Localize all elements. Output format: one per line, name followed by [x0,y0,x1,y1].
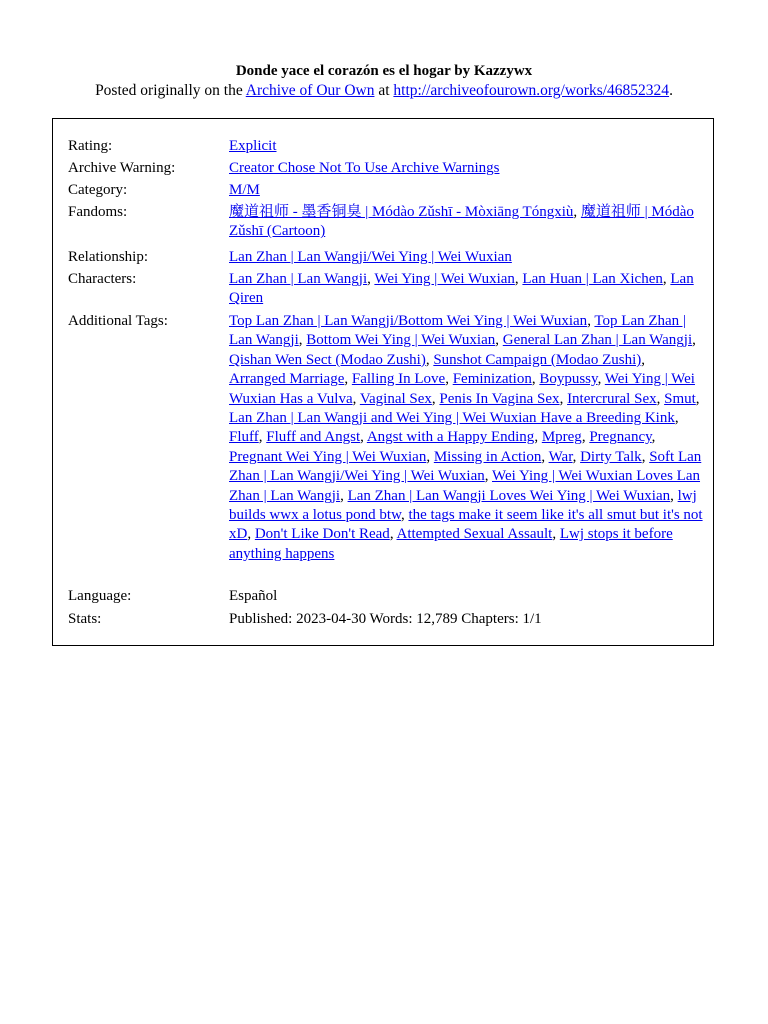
tag-link[interactable]: War [548,448,573,465]
fandoms-values [229,203,703,242]
posted-suffix: . [669,82,673,99]
posted-prefix: Posted originally on the [95,82,246,99]
posted-line [0,81,768,100]
tag-separator: , [400,507,409,524]
tag-separator: , [344,371,352,388]
tag-separator: , [534,429,542,446]
tag-link[interactable]: Pregnancy [589,429,652,446]
stats-label: Stats: [68,611,102,627]
tag-separator: , [445,371,453,388]
work-url-link[interactable]: http://archiveofourown.org/works/46852324 [393,82,670,99]
characters-label: Characters: [68,271,137,287]
tags-label: Additional Tags: [68,313,168,329]
tag-separator: , [674,410,679,427]
tag-separator: , [572,448,581,465]
tag-link[interactable]: Wei Ying | Wei Wuxian [374,271,515,287]
tag-link[interactable]: Attempted Sexual Assault [396,526,553,543]
tag-separator: , [641,351,645,368]
tag-link[interactable]: Lan Zhan | Lan Wangji [229,271,368,287]
tag-link[interactable]: Explicit [229,138,277,154]
tag-separator: , [484,468,492,485]
stats-value: Published: 2023-04-30 Words: 12,789 Chapters: 1/1 [229,611,542,627]
category-values [229,181,703,200]
tag-separator: , [431,390,440,407]
tag-separator: , [597,371,605,388]
tag-link[interactable]: Top Lan Zhan | Lan Wangji [229,313,686,349]
tag-separator: , [258,429,267,446]
rating-values [229,137,703,156]
tag-link[interactable]: Lan Huan | Lan Xichen [522,271,663,287]
tag-link[interactable]: Missing in Action [433,448,542,465]
tag-separator: , [670,487,678,504]
tag-separator: , [495,332,503,349]
tag-separator: , [559,390,568,407]
tags-values [229,312,703,564]
characters-values [229,270,703,309]
tag-separator: , [360,429,367,446]
tag-link[interactable]: Dirty Talk [580,448,642,465]
tag-separator: , [367,271,375,287]
archive-link[interactable]: Archive of Our Own [245,82,375,99]
tag-link[interactable]: Boypussy [539,371,598,388]
tag-link[interactable]: Angst with a Happy Ending [366,429,535,446]
rating-label: Rating: [68,138,113,154]
tag-link[interactable]: Qishan Wen Sect (Modao Zushi) [229,351,426,368]
tag-link[interactable]: Penis In Vagina Sex [439,390,560,407]
tag-link[interactable]: Lwj stops it before anything happens [229,526,673,562]
tag-separator: , [587,313,595,329]
tag-link[interactable]: Top Lan Zhan | Lan Wangji/Bottom Wei Ying | Wei Wuxian [229,313,588,329]
tag-link[interactable]: Feminization [452,371,532,388]
work-header [0,62,768,100]
language-label: Language: [68,588,132,604]
tag-separator: , [247,526,255,543]
tag-separator: , [662,271,671,287]
tag-separator: , [695,390,700,407]
work-title: Donde yace el corazón es el hogar by Kazzywx [235,63,533,79]
tag-link[interactable]: Wei Ying | Wei Wuxian Loves Lan Zhan | Lan Wangji [229,468,701,504]
tag-separator: , [426,448,434,465]
tag-separator: , [514,271,523,287]
tag-separator: , [531,371,540,388]
tag-link[interactable]: Wei Ying | Wei Wuxian Has a Vulva [229,371,695,407]
tag-link[interactable]: Smut [664,390,696,407]
language-value: Español [229,588,278,604]
tag-link[interactable]: Bottom Wei Ying | Wei Wuxian [306,332,496,349]
tag-link[interactable]: Vaginal Sex [359,390,432,407]
tag-separator: , [573,204,581,220]
tag-link[interactable]: Don't Like Don't Read [254,526,390,543]
tag-separator: , [352,390,360,407]
tag-link[interactable]: 魔道祖师 | Módào Zǔshī (Cartoon) [229,204,694,240]
category-label: Category: [68,182,128,198]
tag-separator: , [541,448,549,465]
tag-link[interactable]: lwj builds wwx a lotus pond btw [229,487,697,524]
tag-separator: , [425,351,434,368]
tag-link[interactable]: Lan Qiren [229,271,694,307]
tag-link[interactable]: Mpreg [541,429,582,446]
tag-separator: , [340,487,348,504]
tag-link[interactable]: Lan Zhan | Lan Wangji Loves Wei Ying | Wei Wuxian [347,487,671,504]
tag-link[interactable]: the tags make it seem like it's all smut but it's not xD [229,507,703,543]
tag-link[interactable]: Creator Chose Not To Use Archive Warnings [229,160,500,176]
tag-separator: , [552,526,560,543]
tag-separator: , [298,332,307,349]
relationship-label: Relationship: [68,249,148,265]
tag-link[interactable]: Pregnant Wei Ying | Wei Wuxian [229,448,427,465]
tag-separator: , [581,429,590,446]
tag-link[interactable]: Soft Lan Zhan | Lan Wangji/Wei Ying | Wei Wuxian [229,448,702,485]
posted-mid: at [374,82,394,99]
tag-link[interactable]: Sunshot Campaign (Modao Zushi) [433,351,642,368]
relationship-values [229,248,703,267]
work-metadata-box [52,118,714,646]
tag-link[interactable]: General Lan Zhan | Lan Wangji [502,332,693,349]
tag-separator: , [641,448,650,465]
tag-separator: , [692,332,696,349]
warning-label: Archive Warning: [68,160,176,176]
tag-link[interactable]: 魔道祖师 - 墨香铜臭 | Módào Zǔshī - Mòxiāng Tóngxiù [229,204,574,220]
warning-values [229,159,703,178]
tag-link[interactable]: Intercrural Sex [567,390,657,407]
tag-link[interactable]: Fluff [229,429,259,446]
tag-separator: , [656,390,665,407]
fandoms-label: Fandoms: [68,204,128,220]
tag-link[interactable]: Fluff and Angst [266,429,361,446]
tag-separator: , [651,429,656,446]
tag-link[interactable]: Lan Zhan | Lan Wangji/Wei Ying | Wei Wuxian [229,249,512,265]
tag-link[interactable]: Arranged Marriage [229,371,345,388]
tag-link[interactable]: Lan Zhan | Lan Wangji and Wei Ying | Wei Wuxian Have a Breeding Kink [229,410,675,427]
tag-link[interactable]: M/M [229,182,260,198]
tag-link[interactable]: Falling In Love [351,371,446,388]
tag-separator: , [389,526,397,543]
